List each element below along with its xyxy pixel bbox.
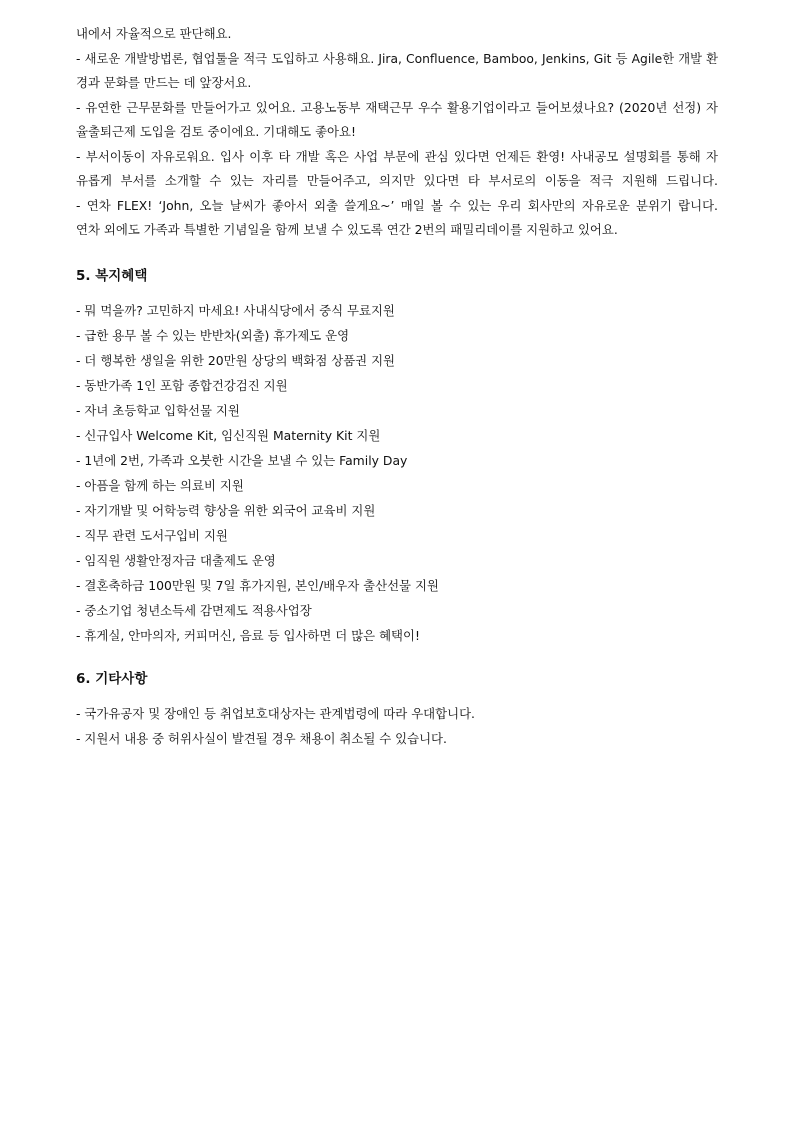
list-item: - 1년에 2번, 가족과 오붓한 시간을 보낼 수 있는 Family Day [76, 452, 408, 468]
intro-line: - 새로운 개발방법론, 협업툴을 적극 도입하고 사용해요. Jira, Confluence, Bamboo, Jenkins, Git 등 Agile한 개발 환 [76, 51, 718, 66]
list-item: - 임직원 생활안정자금 대출제도 운영 [76, 552, 276, 568]
intro-line: 경과 문화를 만드는 데 앞장서요. [76, 75, 252, 90]
list-item: - 뭐 먹을까? 고민하지 마세요! 사내식당에서 중식 무료지원 [76, 302, 395, 318]
intro-line: 연차 외에도 가족과 특별한 기념일을 함께 보낼 수 있도록 연간 2번의 패밀리데이를 지원하고 있어요. [76, 222, 618, 237]
list-item: - 아픔을 함께 하는 의료비 지원 [76, 477, 244, 493]
list-item: - 자기개발 및 어학능력 향상을 위한 외국어 교육비 지원 [76, 502, 376, 518]
intro-line: 내에서 자율적으로 판단해요. [76, 26, 232, 41]
intro-line: 유롭게 부서를 소개할 수 있는 자리를 만들어주고, 의지만 있다면 타 부서로의 이동을 적극 지원해 드립니다. [76, 173, 718, 188]
intro-line: - 유연한 근무문화를 만들어가고 있어요. 고용노동부 재택근무 우수 활용기업이라고 들어보셨나요? (2020년 선정) 자 [76, 99, 718, 115]
document-page [76, 22, 718, 751]
intro-line: - 연차 FLEX! ‘John, 오늘 날씨가 좋아서 외출 쓸게요~’ 매일 볼 수 있는 우리 회사만의 자유로운 분위기 랍니다. [76, 197, 718, 213]
list-item: - 신규입사 Welcome Kit, 임신직원 Maternity Kit 지원 [76, 427, 381, 443]
intro-line: - 부서이동이 자유로워요. 입사 이후 타 개발 혹은 사업 부문에 관심 있다면 언제든 환영! 사내공모 설명회를 통해 자 [76, 148, 718, 164]
other-notes-list [76, 701, 718, 751]
intro-line: 율출퇴근제 도입을 검토 중이에요. 기대해도 좋아요! [76, 124, 356, 139]
section-title-other: 6. 기타사항 [76, 670, 148, 687]
list-item: - 휴게실, 안마의자, 커피머신, 음료 등 입사하면 더 많은 혜택이! [76, 627, 420, 643]
section-title-benefits: 5. 복지혜택 [76, 267, 148, 284]
list-item: - 결혼축하금 100만원 및 7일 휴가지원, 본인/배우자 출산선물 지원 [76, 577, 439, 593]
list-item: - 국가유공자 및 장애인 등 취업보호대상자는 관계법령에 따라 우대합니다. [76, 705, 475, 721]
list-item: - 동반가족 1인 포함 종합건강검진 지원 [76, 377, 288, 393]
list-item: - 지원서 내용 중 허위사실이 발견될 경우 채용이 취소될 수 있습니다. [76, 730, 447, 746]
list-item: - 직무 관련 도서구입비 지원 [76, 527, 228, 543]
list-item: - 자녀 초등학교 입학선물 지원 [76, 402, 240, 418]
intro-paragraph [76, 22, 718, 243]
list-item: - 중소기업 청년소득세 감면제도 적용사업장 [76, 602, 312, 618]
benefits-list [76, 298, 718, 648]
list-item: - 급한 용무 볼 수 있는 반반차(외출) 휴가제도 운영 [76, 327, 350, 343]
list-item: - 더 행복한 생일을 위한 20만원 상당의 백화점 상품권 지원 [76, 352, 396, 368]
